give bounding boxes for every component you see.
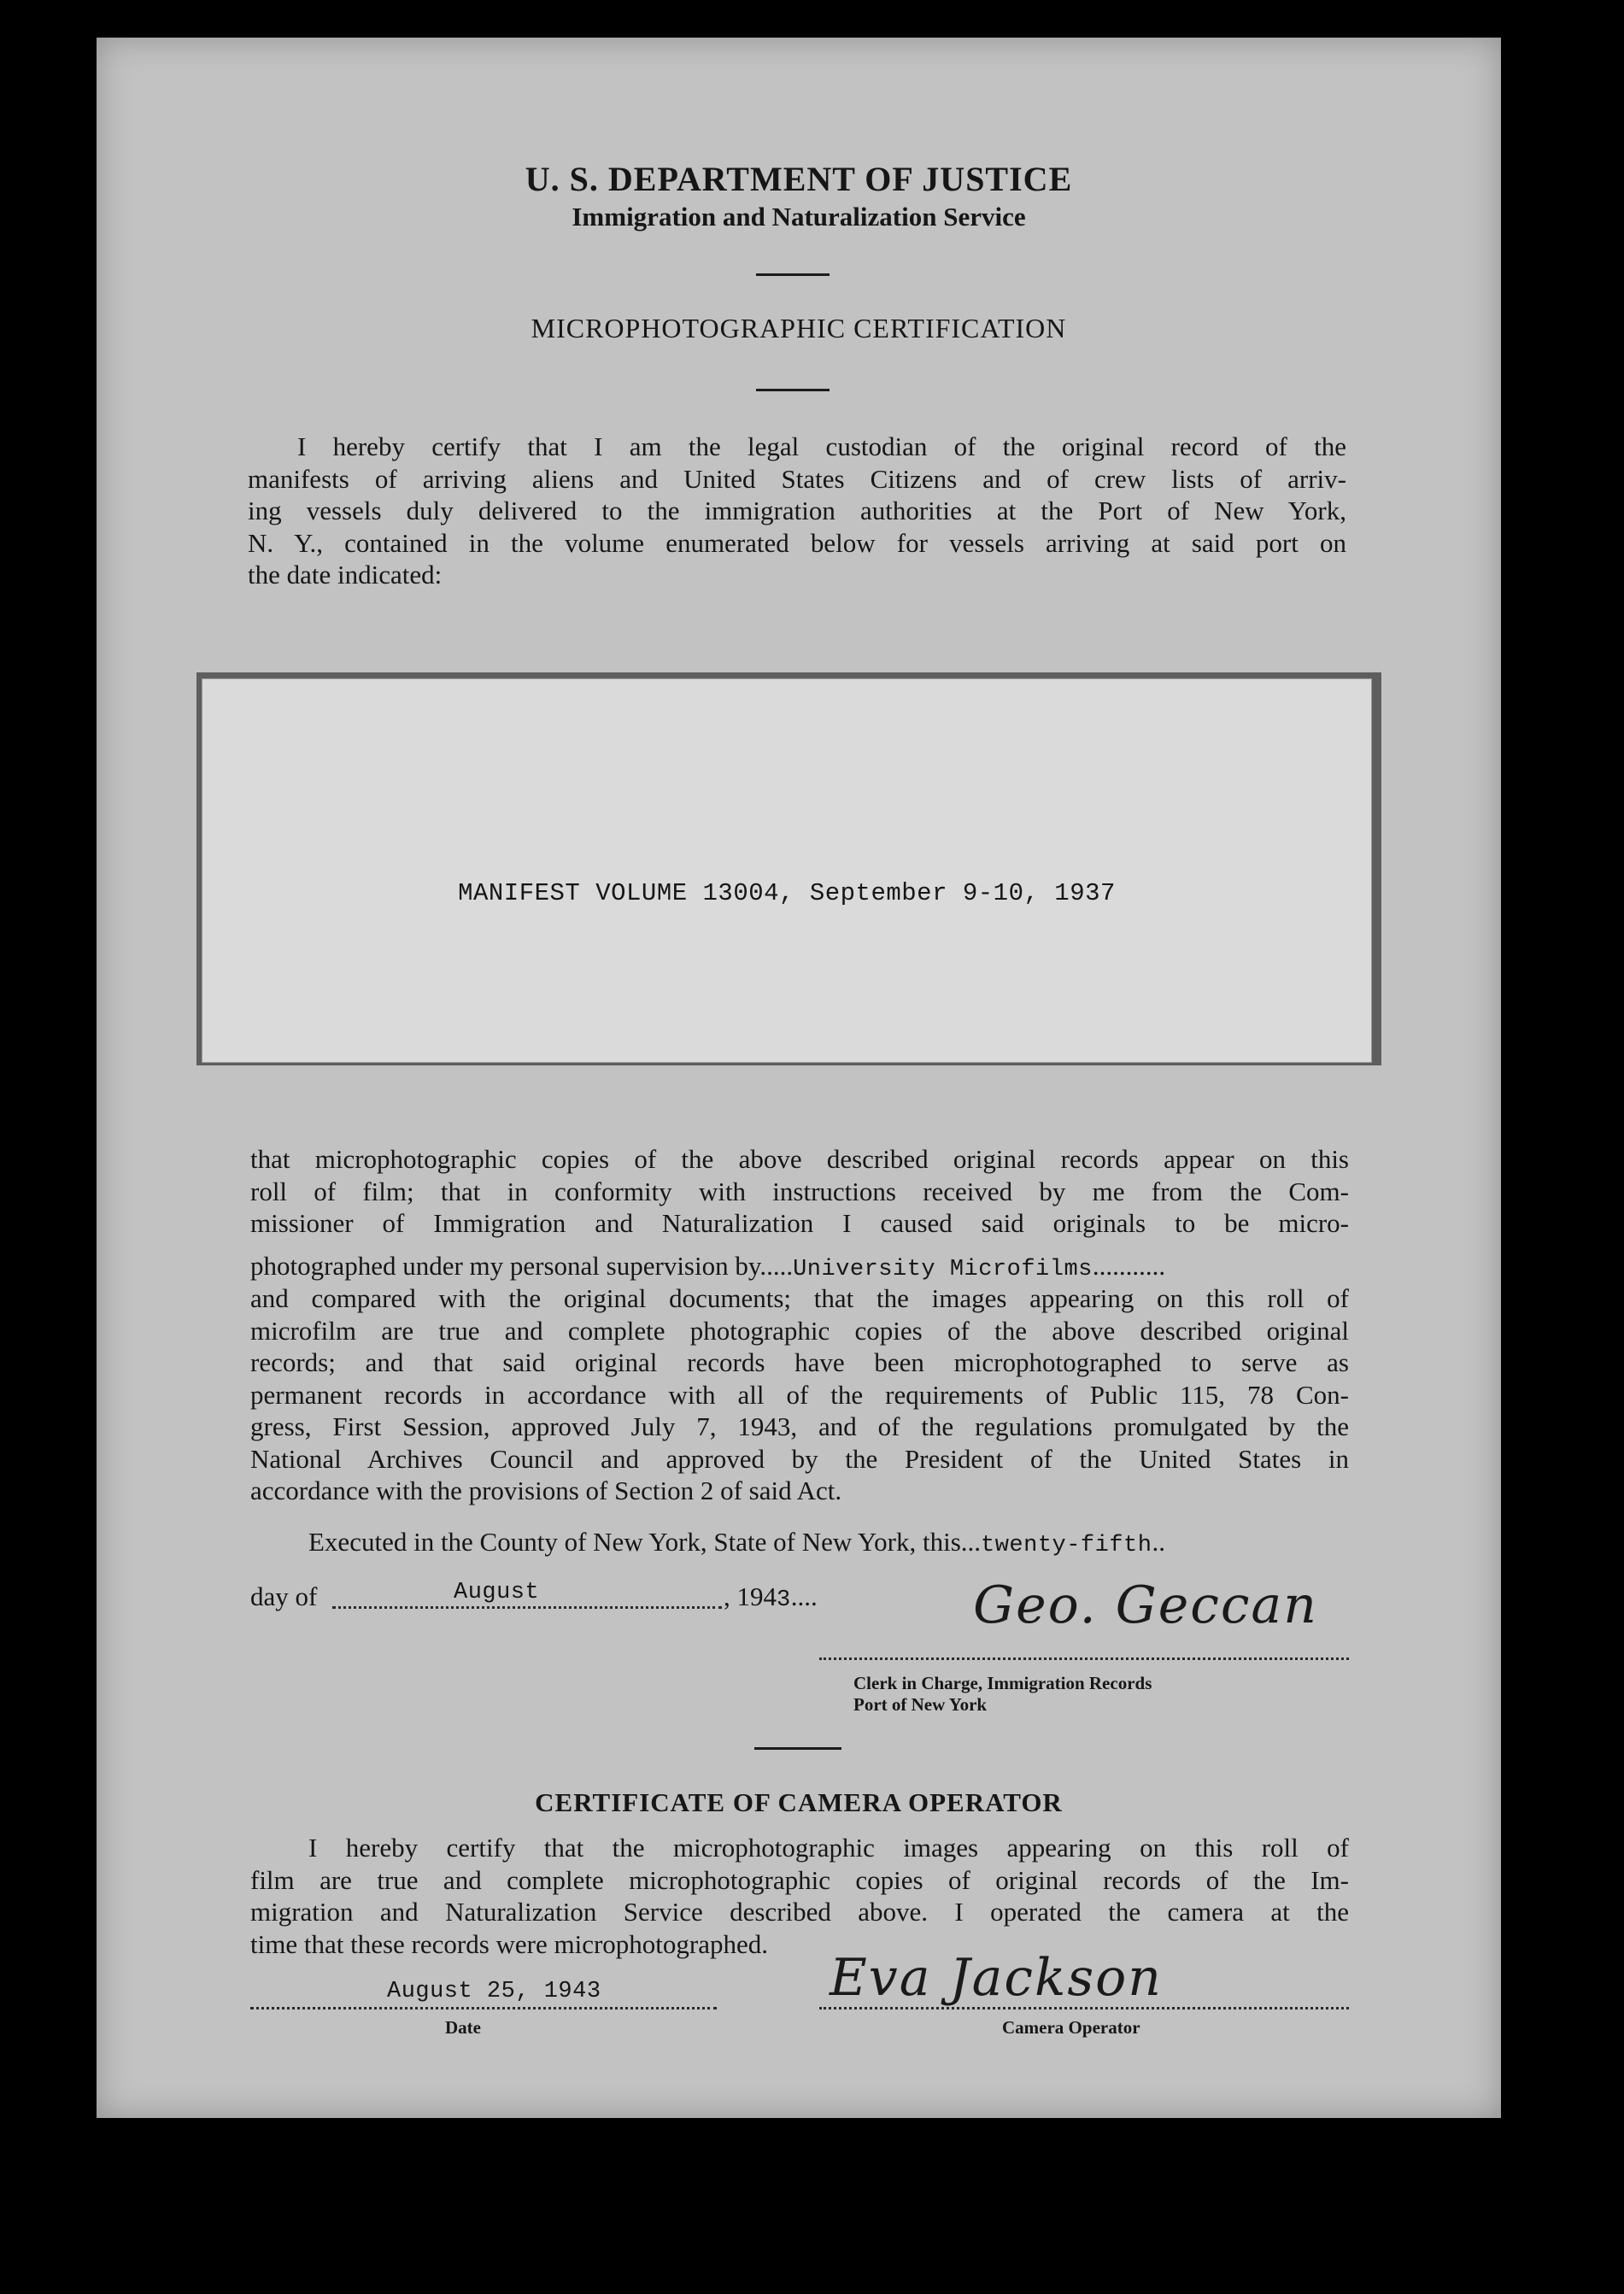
camera-line: time that these records were microphotographed. <box>250 1928 768 1959</box>
year-field: , 1943.... <box>724 1581 818 1613</box>
camera-paragraph <box>250 1832 1349 1960</box>
body-paragraph-continued <box>250 1282 1349 1507</box>
camera-line: migration and Naturalization Service described above. I operated the camera at the <box>250 1897 1349 1927</box>
clerk-signature: Geo. Geccan <box>973 1575 1318 1635</box>
body-line: missioner of Immigration and Naturalization I caused said originals to be micro- <box>250 1208 1349 1238</box>
body-paragraph <box>250 1143 1349 1240</box>
record-insert <box>202 678 1372 1063</box>
clerk-title-line: Port of New York <box>853 1694 988 1715</box>
body-line: National Archives Council and approved by the President of the United States in <box>250 1443 1349 1474</box>
divider-rule-top <box>756 273 830 276</box>
camera-line: film are true and complete microphotographic copies of original records of the Im- <box>250 1864 1349 1895</box>
divider-rule-camera <box>754 1747 841 1750</box>
intro-line: N. Y., contained in the volume enumerated below for vessels arriving at said port on <box>248 527 1346 558</box>
body-line: accordance with the provisions of Section 2 of said Act. <box>250 1476 842 1505</box>
body-line: permanent records in accordance with all of the requirements of Public 115, 78 Con- <box>250 1379 1349 1410</box>
divider-rule-title <box>756 389 830 391</box>
department-heading: U. S. DEPARTMENT OF JUSTICE <box>525 160 1073 198</box>
year-digit: 3 <box>777 1587 791 1613</box>
camera-date-value: August 25, 1943 <box>387 1979 601 2004</box>
clerk-title <box>853 1673 1152 1716</box>
execution-day-value: twenty-fifth <box>981 1533 1152 1558</box>
camera-operator-label: Camera Operator <box>1002 2017 1140 2038</box>
camera-operator-signature: Eva Jackson <box>830 1948 1163 2008</box>
clerk-title-line: Clerk in Charge, Immigration Records <box>853 1673 1152 1693</box>
supervision-prefix: photographed under my personal supervision by <box>250 1251 760 1281</box>
camera-date-line <box>250 2007 717 2009</box>
month-dotted-line <box>332 1606 722 1609</box>
intro-paragraph <box>248 431 1346 591</box>
year-prefix: , 194 <box>724 1581 777 1611</box>
intro-line: the date indicated: <box>248 560 443 590</box>
supervision-line: photographed under my personal supervision by.....University Microfilms........... <box>250 1251 1166 1282</box>
service-subheading: Immigration and Naturalization Service <box>572 202 1026 232</box>
camera-certificate-title: CERTIFICATE OF CAMERA OPERATOR <box>535 1787 1063 1817</box>
body-line: that microphotographic copies of the above described original records appear on this <box>250 1144 1349 1174</box>
execution-prefix: Executed in the County of New York, State of New York, this <box>308 1527 961 1557</box>
date-of-line <box>250 1581 317 1612</box>
body-line: roll of film; that in conformity with instructions received by me from the Com- <box>250 1176 1349 1206</box>
camera-line: I hereby certify that the microphotographic images appearing on this roll of <box>308 1833 1349 1863</box>
month-value: August <box>454 1580 540 1605</box>
intro-line: manifests of arriving aliens and United States Citizens and of crew lists of arriv- <box>248 463 1346 494</box>
supervision-value: University Microfilms <box>793 1257 1093 1282</box>
intro-line: I hereby certify that I am the legal custodian of the original record of the <box>297 431 1346 461</box>
execution-line: Executed in the County of New York, State of New York, this...twenty-fifth.. <box>308 1527 1165 1558</box>
clerk-signature-line <box>819 1657 1349 1660</box>
day-of-label: day of <box>250 1581 318 1611</box>
body-line: and compared with the original documents; that the images appearing on this roll of <box>250 1283 1349 1313</box>
body-line: records; and that said original records have been microphotographed to serve as <box>250 1347 1349 1377</box>
certification-title: MICROPHOTOGRAPHIC CERTIFICATION <box>531 313 1067 343</box>
manifest-volume-text: MANIFEST VOLUME 13004, September 9-10, 1937 <box>458 879 1116 907</box>
camera-operator-line <box>819 2007 1349 2009</box>
body-line: gress, First Session, approved July 7, 1943, and of the regulations promulgated by the <box>250 1411 1349 1441</box>
certificate-sheet <box>97 38 1501 2118</box>
camera-date-label: Date <box>445 2017 481 2038</box>
intro-line: ing vessels duly delivered to the immigration authorities at the Port of New York, <box>248 496 1346 525</box>
body-line: microfilm are true and complete photographic copies of the above described original <box>250 1315 1349 1346</box>
